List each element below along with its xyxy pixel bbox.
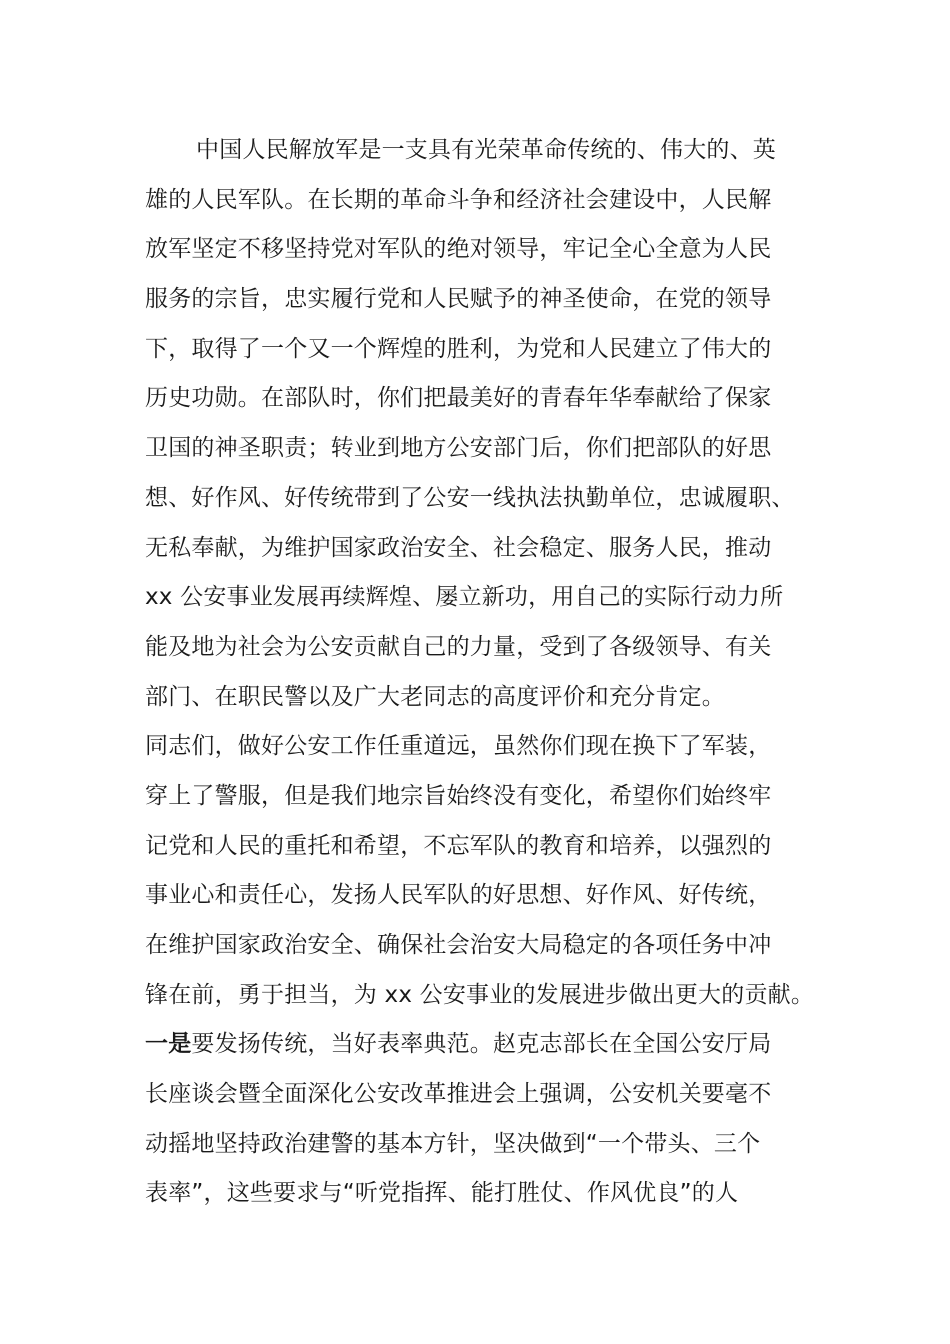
point-lead-bold: 一是 — [145, 1031, 192, 1058]
point-lead-rest: 要发扬传统，当好表率典范。赵克志部长在全国公安厅局 — [191, 1031, 772, 1058]
document-body — [145, 126, 825, 1219]
paragraph-1-line: 能及地为社会为公安贡献自己的力量，受到了各级领导、有关 — [145, 633, 772, 660]
paragraph-1-line: 想、好作风、好传统带到了公安一线执法执勤单位，忠诚履职、 — [145, 484, 795, 511]
paragraph-3-line: 长座谈会暨全面深化公安改革推进会上强调，公安机关要毫不 — [145, 1081, 772, 1108]
paragraph-2-line: 同志们，做好公安工作任重道远，虽然你们现在换下了军装， — [145, 733, 772, 760]
paragraph-2-line: 记党和人民的重托和希望，不忘军队的教育和培养，以强烈的 — [145, 832, 772, 859]
paragraph-2-line: 锋在前，勇于担当，为 xx 公安事业的发展进步做出更大的贡献。 — [145, 981, 815, 1008]
paragraph-1-line: 部门、在职民警以及广大老同志的高度评价和充分肯定。 — [145, 683, 725, 710]
paragraph-3-line: 动摇地坚持政治建警的基本方针，坚决做到“一个带头、三个 — [145, 1130, 761, 1157]
paragraph-2-line: 在维护国家政治安全、确保社会治安大局稳定的各项任务中冲 — [145, 932, 772, 958]
paragraph-1-line: 服务的宗旨，忠实履行党和人民赋予的神圣使命，在党的领导 — [145, 286, 772, 313]
paragraph-1-line: 下，取得了一个又一个辉煌的胜利，为党和人民建立了伟大的 — [145, 335, 772, 362]
paragraph-1-line: xx 公安事业发展再续辉煌、屡立新功，用自己的实际行动力所 — [145, 584, 784, 611]
paragraph-1-line: 放军坚定不移坚持党对军队的绝对领导，牢记全心全意为人民 — [145, 236, 772, 263]
paragraph-1-line: 无私奉献，为维护国家政治安全、社会稳定、服务人民，推动 — [145, 534, 772, 561]
paragraph-2-line: 事业心和责任心，发扬人民军队的好思想、好作风、好传统， — [145, 882, 772, 909]
paragraph-1-line: 历史功勋。在部队时，你们把最美好的青春年华奉献给了保家 — [145, 385, 772, 412]
paragraph-3-line: 表率”，这些要求与“听党指挥、能打胜仗、作风优良”的人 — [145, 1180, 739, 1207]
paragraph-1-line: 雄的人民军队。在长期的革命斗争和经济社会建设中，人民解 — [145, 186, 772, 213]
paragraph-1-line: 卫国的神圣职责；转业到地方公安部门后，你们把部队的好思 — [145, 435, 772, 462]
paragraph-1-line: 中国人民解放军是一支具有光荣革命传统的、伟大的、英 — [196, 137, 776, 163]
paragraph-2-line: 穿上了警服，但是我们地宗旨始终没有变化，希望你们始终牢 — [145, 782, 772, 809]
paragraph-3-first-line — [145, 1020, 825, 1070]
